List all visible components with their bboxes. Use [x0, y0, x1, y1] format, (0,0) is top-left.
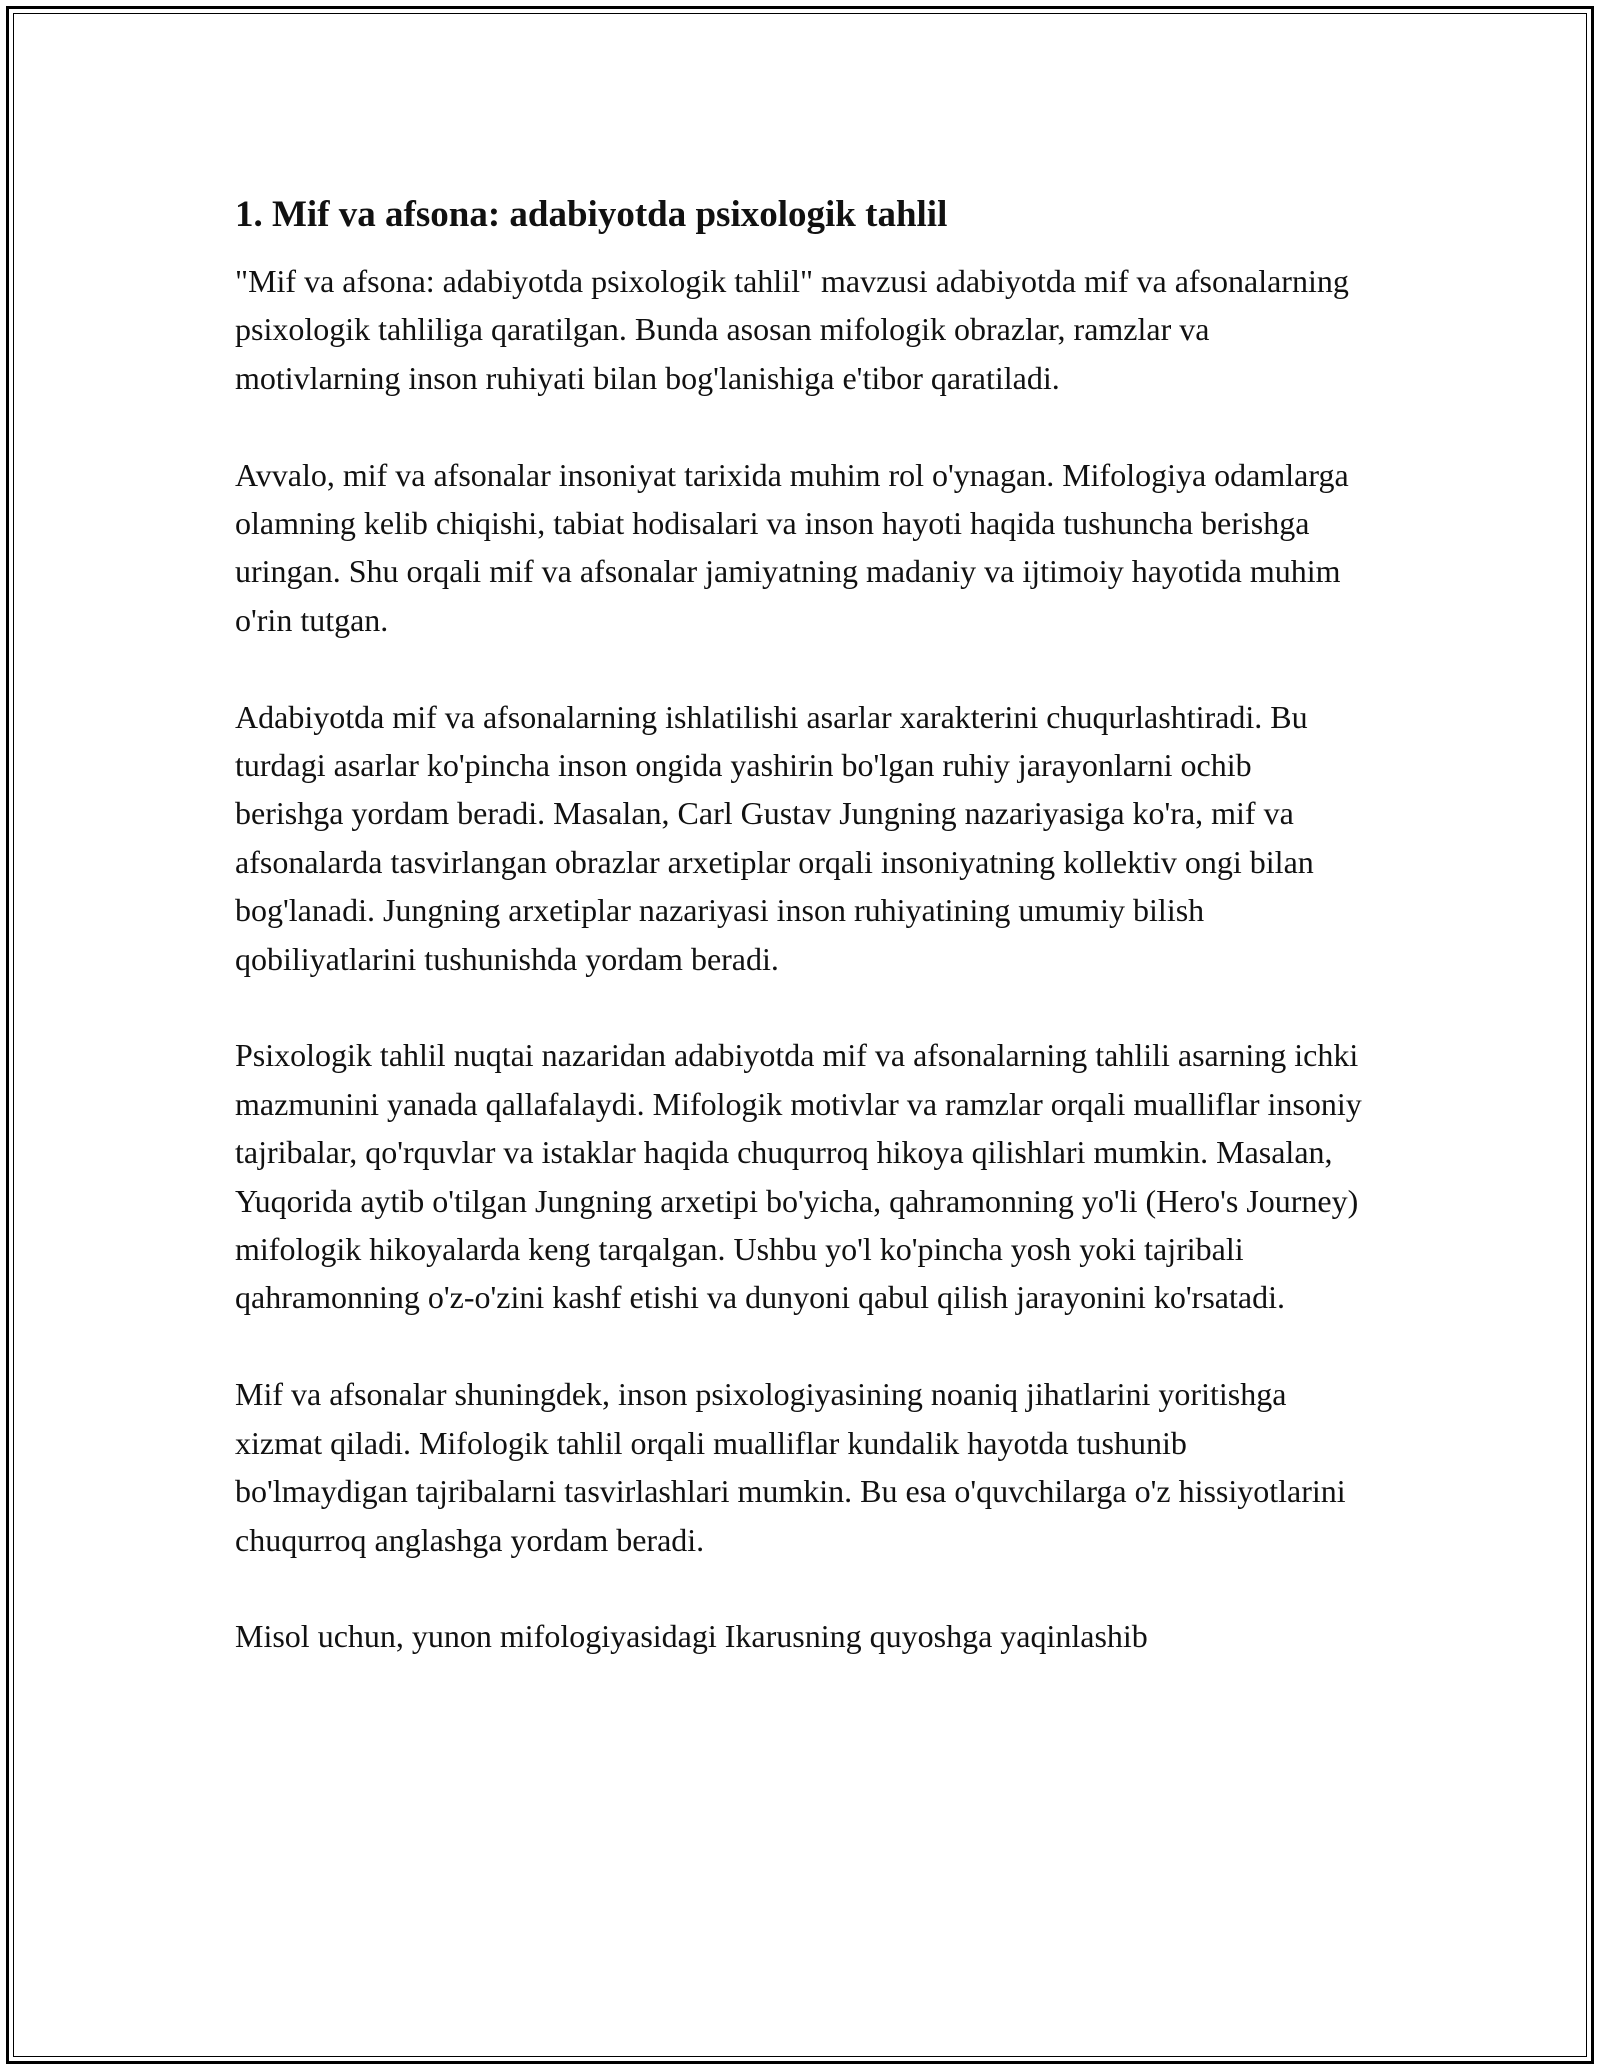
- paragraph-psychology-aspects: Mif va afsonalar shuningdek, inson psixologiyasining noaniq jihatlarini yoritishga xizmat qiladi. Mifologik tahlil orqali mualliflar kundalik hayotda tushunib bo'lmaydigan tajribalarni tasvirlashlari mumkin. Bu esa o'quvchilarga o'z hissiyotlarini chuqurroq anglashga yordam beradi.: [235, 1376, 1346, 1558]
- section-heading: 1. Mif va afsona: adabiyotda psixologik tahlil: [235, 194, 948, 235]
- paragraph-history: Avvalo, mif va afsonalar insoniyat tarixida muhim rol o'ynagan. Mifologiya odamlarga olamning kelib chiqishi, tabiat hodisalari va inson hayoti haqida tushuncha berishga uringan. Shu orqali mif va afsonalar jamiyatning madaniy va ijtimoiy hayotida muhim o'rin tutgan.: [235, 456, 1349, 638]
- paragraph-example: Misol uchun, yunon mifologiyasidagi Ikarusning quyoshga yaqinlashib: [235, 1618, 1148, 1655]
- paragraph-psychological-analysis: Psixologik tahlil nuqtai nazaridan adabiyotda mif va afsonalarning tahlili asarning ichki mazmunini yanada qallafalaydi. Mifologik motivlar va ramzlar orqali mualliflar insoniy tajribalar, qo'rquvlar va istaklar haqida chuqurroq hikoya qilishlari mumkin. Masalan, Yuqorida aytib o'tilgan Jungning arxetipi bo'yicha, qahramonning yo'li (Hero's Journey) mifologik hikoyalarda keng tarqalgan. Ushbu yo'l ko'pincha yosh yoki tajribali qahramonning o'z-o'zini kashf etishi va dunyoni qabul qilish jarayonini ko'rsatadi.: [235, 1037, 1362, 1316]
- paragraph-literature: Adabiyotda mif va afsonalarning ishlatilishi asarlar xarakterini chuqurlashtiradi. Bu turdagi asarlar ko'pincha inson ongida yashirin bo'lgan ruhiy jarayonlarni ochib berishga yordam beradi. Masalan, Carl Gustav Jungning nazariyasiga ko'ra, mif va afsonalarda tasvirlangan obrazlar arxetiplar orqali insoniyatning kollektiv ongi bilan bog'lanadi. Jungning arxetiplar nazariyasi inson ruhiyatining umumiy bilish qobiliyatlarini tushunishda yordam beradi.: [235, 698, 1314, 977]
- paragraph-intro: "Mif va afsona: adabiyotda psixologik tahlil" mavzusi adabiyotda mif va afsonalarning psixologik tahliliga qaratilgan. Bunda asosan mifologik obrazlar, ramzlar va motivlarning inson ruhiyati bilan bog'lanishiga e'tibor qaratiladi.: [235, 263, 1349, 396]
- document-body: [235, 185, 1365, 1709]
